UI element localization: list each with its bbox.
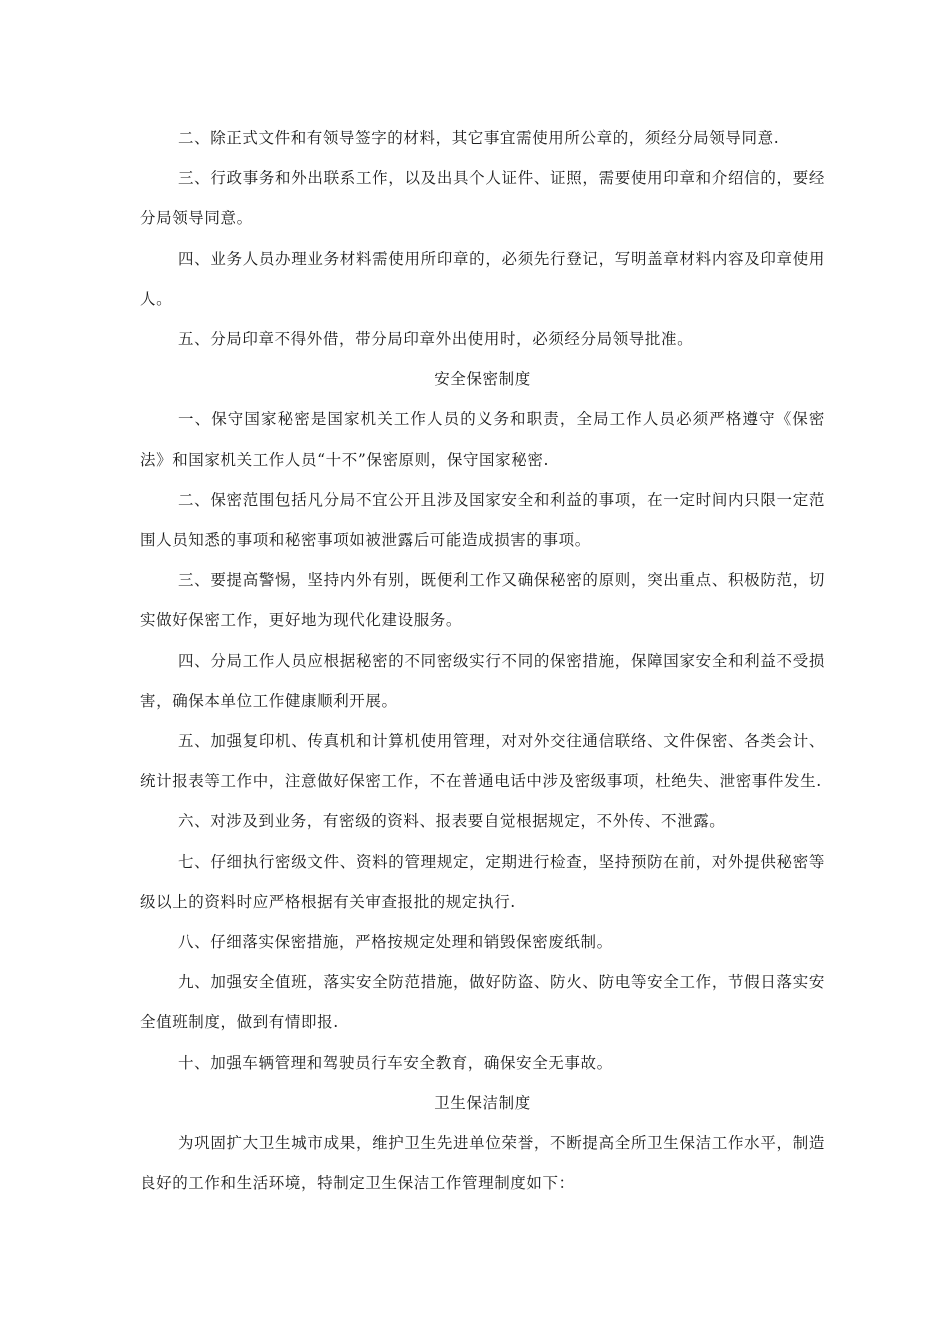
seal-rule-3: 三、行政事务和外出联系工作，以及出具个人证件、证照，需要使用印章和介绍信的，要经分局领导同意。: [140, 169, 825, 228]
security-rule-3: 三、要提高警惕，坚持内外有别，既便利工作又确保秘密的原则，突出重点、积极防范，切实做好保密工作，更好地为现代化建设服务。: [140, 571, 825, 630]
security-rule-8: 八、仔细落实保密措施，严格按规定处理和销毁保密废纸制。: [178, 933, 613, 952]
security-rule-5: 五、加强复印机、传真机和计算机使用管理，对对外交往通信联络、文件保密、各类会计、统计报表等工作中，注意做好保密工作，不在普通电话中涉及密级事项，杜绝失、泄密事件发生.: [140, 732, 825, 791]
security-section-title: 安全保密制度: [434, 370, 531, 389]
security-rule-4: 四、分局工作人员应根据秘密的不同密级实行不同的保密措施，保障国家安全和利益不受损害，确保本单位工作健康顺利开展。: [140, 651, 825, 710]
seal-rule-5: 五、分局印章不得外借，带分局印章外出使用时，必须经分局领导批准。: [178, 330, 694, 349]
security-rule-7: 七、仔细执行密级文件、资料的管理规定，定期进行检查，坚持预防在前，对外提供秘密等级以上的资料时应严格根据有关审查报批的规定执行.: [140, 852, 825, 911]
security-rule-9: 九、加强安全值班，落实安全防范措施，做好防盗、防火、防电等安全工作，节假日落实安全值班制度，做到有情即报.: [140, 973, 825, 1032]
document-page: [140, 118, 825, 1203]
seal-rule-2: 二、除正式文件和有领导签字的材料，其它事宜需使用所公章的，须经分局领导同意.: [178, 129, 780, 147]
security-rule-6: 六、对涉及到业务，有密级的资料、报表要自觉根据规定，不外传、不泄露。: [178, 812, 726, 831]
hygiene-section-title: 卫生保洁制度: [434, 1093, 531, 1112]
security-rule-10: 十、加强车辆管理和驾驶员行车安全教育，确保安全无事故。: [178, 1053, 613, 1072]
hygiene-intro: 为巩固扩大卫生城市成果，维护卫生先进单位荣誉，不断提高全所卫生保洁工作水平，制造良好的工作和生活环境，特制定卫生保洁工作管理制度如下：: [140, 1134, 825, 1193]
seal-rule-4: 四、业务人员办理业务材料需使用所印章的，必须先行登记，写明盖章材料内容及印章使用人。: [140, 249, 825, 308]
security-rule-1: 一、保守国家秘密是国家机关工作人员的义务和职责，全局工作人员必须严格遵守《保密法》和国家机关工作人员“十不”保密原则，保守国家秘密.: [140, 410, 825, 469]
security-rule-2: 二、保密范围包括凡分局不宜公开且涉及国家安全和利益的事项，在一定时间内只限一定范围人员知悉的事项和秘密事项如被泄露后可能造成损害的事项。: [140, 490, 825, 550]
